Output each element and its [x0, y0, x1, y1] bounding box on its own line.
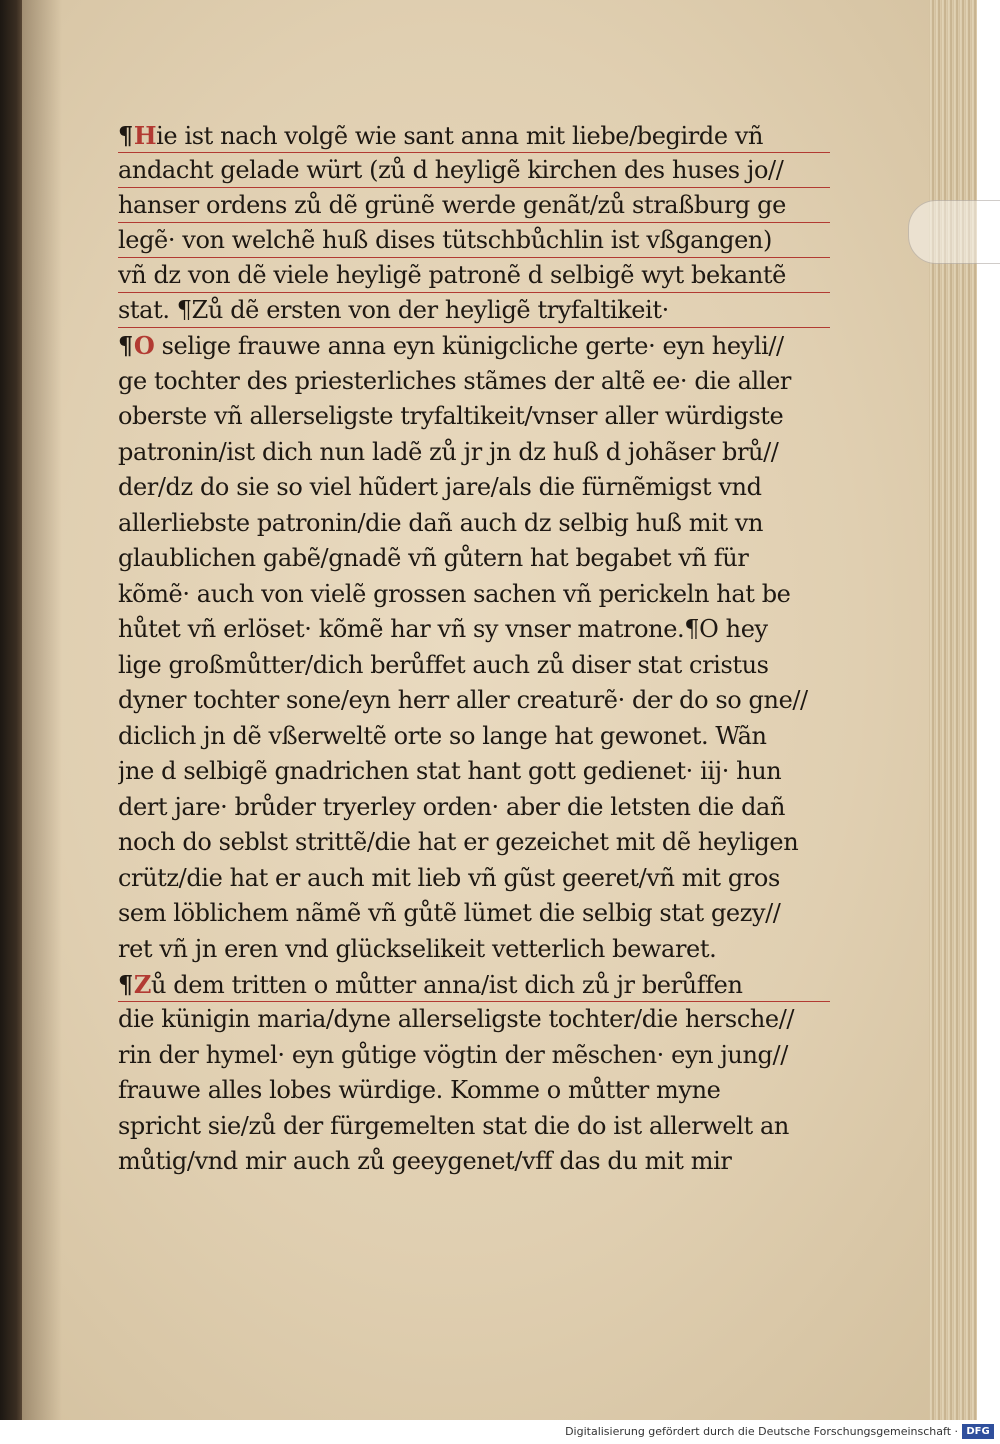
line-text: noch do seblst strittẽ/die hat er gezeichet mit dẽ heyligen: [118, 828, 799, 856]
text-line: [118, 1002, 830, 1038]
text-line: [118, 754, 830, 790]
line-text: legẽ· von welchẽ huß dises tütschbůchlin ist vßgangen): [118, 226, 772, 254]
text-line: [118, 470, 830, 506]
gutter-shadow: [22, 0, 62, 1420]
text-line: [118, 967, 830, 1002]
line-text: crütz/die hat er auch mit lieb vñ gũst geeret/vñ mit gros: [118, 863, 780, 892]
line-text: rin der hymel· eyn gůtige vögtin der mẽschen· eyn jung//: [118, 1040, 788, 1069]
line-text: glaublichen gabẽ/gnadẽ vñ gůtern hat begabet vñ für: [118, 544, 749, 572]
text-line: [118, 861, 830, 897]
line-text: dyner tochter sone/eyn herr aller creaturẽ· der do so gne//: [118, 686, 808, 714]
line-text: frauwe alles lobes würdige. Komme o můtter myne: [118, 1076, 721, 1104]
line-text: der/dz do sie so viel hũdert jare/als die fürnẽmigst vnd: [118, 473, 762, 501]
text-line: [118, 648, 830, 684]
text-line: [118, 1144, 830, 1180]
line-text: sem löblichem nãmẽ vñ gůtẽ lümet die selbig stat gezy//: [118, 899, 781, 927]
line-text: spricht sie/zů der fürgemelten stat die do ist allerwelt an: [118, 1111, 789, 1140]
line-text: diclich jn dẽ vßerweltẽ orte so lange hat gewonet. Wãn: [118, 721, 767, 750]
line-text: ie ist nach volgẽ wie sant anna mit liebe/begirde vñ: [156, 122, 764, 150]
text-line: [118, 577, 830, 613]
rubricated-initial: Z: [133, 970, 151, 999]
pilcrow-mark: ¶: [118, 121, 133, 150]
text-line: [118, 435, 830, 471]
line-text: ge tochter des priesterliches stãmes der altẽ ee· die aller: [118, 366, 791, 395]
line-text: andacht gelade würt (zů d heyligẽ kirchen des huses jo//: [118, 156, 784, 184]
line-text: oberste vñ allerseligste tryfaltikeit/vnser aller würdigste: [118, 402, 784, 430]
text-line: [118, 506, 830, 542]
text-line: [118, 1109, 830, 1145]
text-line: [118, 364, 830, 400]
text-line: [118, 118, 830, 153]
line-text: selige frauwe anna eyn künigcliche gerte· eyn heyli//: [154, 332, 784, 360]
funding-credit: Digitalisierung gefördert durch die Deutsche Forschungsgemeinschaft ·: [565, 1425, 958, 1438]
text-line: [118, 541, 830, 577]
pilcrow-mark: ¶: [118, 970, 133, 999]
text-line: [118, 896, 830, 932]
text-line: [118, 223, 830, 258]
text-line: [118, 399, 830, 435]
line-text: kõmẽ· auch von vielẽ grossen sachen vñ perickeln hat be: [118, 579, 791, 608]
text-line: [118, 683, 830, 719]
text-block: [118, 118, 830, 1180]
text-line: [118, 258, 830, 293]
text-line: [118, 932, 830, 968]
line-text: vñ dz von dẽ viele heyligẽ patronẽ d selbigẽ wyt bekantẽ: [118, 261, 786, 289]
pilcrow-mark: ¶: [118, 331, 133, 360]
line-text: lige großmůtter/dich berůffet auch zů diser stat cristus: [118, 650, 769, 679]
line-text: patronin/ist dich nun ladẽ zů jr jn dz huß d johãser brů//: [118, 437, 779, 466]
text-line: [118, 790, 830, 826]
line-text: můtig/vnd mir auch zů geeygenet/vff das du mit mir: [118, 1147, 732, 1175]
text-line: [118, 825, 830, 861]
line-text: dert jare· brůder tryerley orden· aber die letsten die dañ: [118, 792, 785, 821]
line-text: jne d selbigẽ gnadrichen stat hant gott gedienet· iij· hun: [118, 757, 782, 785]
text-line: [118, 188, 830, 223]
line-text: hanser ordens zů dẽ grünẽ werde genãt/zů straßburg ge: [118, 191, 786, 219]
text-line: [118, 1038, 830, 1074]
text-line: [118, 328, 830, 364]
line-text: allerliebste patronin/die dañ auch dz selbig huß mit vn: [118, 508, 764, 537]
line-text: ů dem tritten o můtter anna/ist dich zů jr berůffen: [151, 971, 743, 999]
dfg-logo: DFG: [962, 1424, 994, 1439]
text-line: [118, 612, 830, 648]
text-line: [118, 293, 830, 328]
line-text: die künigin maria/dyne allerseligste tochter/die hersche//: [118, 1005, 795, 1033]
line-text: ret vñ jn eren vnd glückselikeit vetterlich bewaret.: [118, 934, 717, 963]
line-text: hůtet vñ erlöset· kõmẽ har vñ sy vnser matrone.¶O hey: [118, 615, 768, 643]
text-line: [118, 1073, 830, 1109]
text-line: [118, 153, 830, 188]
line-text: stat. ¶Zů dẽ ersten von der heyligẽ tryfaltikeit·: [118, 296, 669, 324]
rubricated-initial: H: [133, 121, 157, 150]
text-line: [118, 719, 830, 755]
footer-bar: [0, 1420, 1000, 1444]
page-clip: [908, 200, 1000, 264]
rubricated-initial: O: [133, 331, 155, 360]
